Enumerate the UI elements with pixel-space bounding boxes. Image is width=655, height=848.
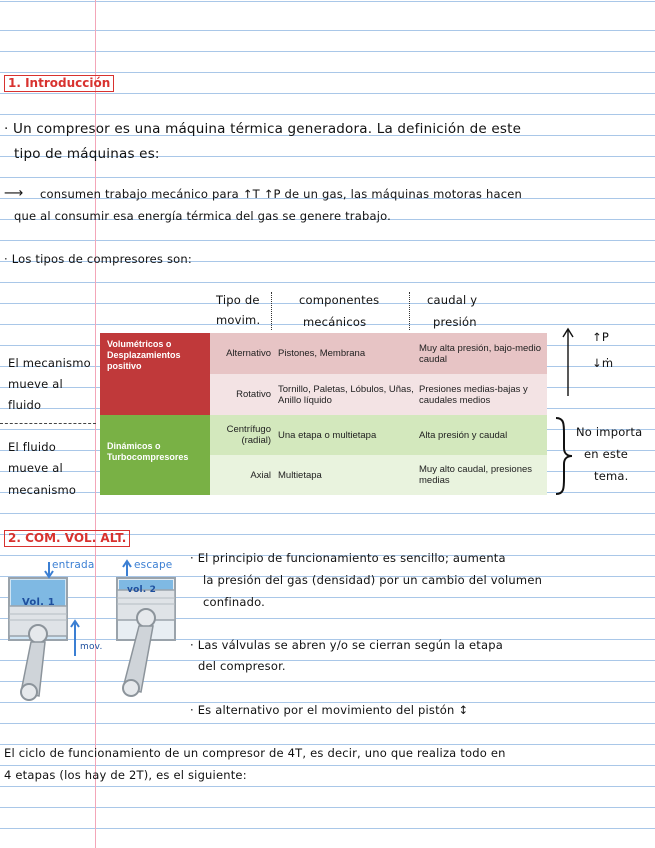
header-divider	[271, 292, 272, 330]
cell-comp: Multietapa	[275, 455, 415, 495]
table-row	[100, 333, 547, 374]
cell-comp: Una etapa o multietapa	[275, 415, 415, 455]
definition-line-2: que al consumir esa energía térmica del gas se genere trabajo.	[14, 209, 391, 223]
note-not-important-3: tema.	[594, 469, 629, 483]
header-divider	[409, 292, 410, 330]
section-2-heading: 2. COM. VOL. ALT.	[4, 530, 130, 547]
note-pressure-up: ↑P	[592, 330, 609, 344]
dashed-separator	[0, 423, 96, 424]
diagram-vol2: vol. 2	[127, 585, 157, 595]
header-cau-2: presión	[433, 315, 477, 329]
alternative-line: · Es alternativo por el movimiento del pistón ↕	[190, 703, 469, 717]
compressor-types-table	[100, 333, 547, 495]
note-not-important-2: en este	[584, 447, 629, 461]
category-volumetric: Volumétricos o Desplazamientos positivo	[100, 333, 210, 415]
types-line: · Los tipos de compresores son:	[4, 252, 192, 266]
cell-tipo: Centrífugo (radial)	[210, 415, 275, 455]
valves-line-1: · Las válvulas se abren y/o se cierran según la etapa	[190, 638, 504, 652]
diagram-escape: escape	[134, 559, 173, 571]
header-tipo-2: movim.	[216, 313, 261, 327]
note-mechanism-1: El mecanismo	[8, 356, 91, 370]
cell-tipo: Axial	[210, 455, 275, 495]
note-not-important-1: No importa	[576, 425, 643, 439]
cell-cau: Alta presión y caudal	[415, 415, 547, 455]
vertical-arrow-icon	[560, 326, 580, 398]
cycle-line-2: 4 etapas (los hay de 2T), es el siguiente:	[4, 768, 247, 782]
diagram-vol1: Vol. 1	[22, 597, 55, 608]
note-fluid-2: mueve al	[8, 461, 63, 475]
cell-comp: Tornillo, Paletas, Lóbulos, Uñas, Anillo líquido	[275, 374, 415, 415]
principle-line-3: confinado.	[203, 595, 266, 609]
section-1-heading: 1. Introducción	[4, 75, 114, 92]
diagram-mov: mov.	[80, 642, 103, 652]
intro-line-2: tipo de máquinas es:	[14, 146, 160, 162]
intro-line-1: · Un compresor es una máquina térmica generadora. La definición de este	[4, 121, 522, 137]
definition-line-1: consumen trabajo mecánico para ↑T ↑P de un gas, las máquinas motoras hacen	[40, 187, 522, 201]
principle-line-2: la presión del gas (densidad) por un cambio del volumen	[203, 573, 543, 587]
cycle-line-1: El ciclo de funcionamiento de un compresor de 4T, es decir, uno que realiza todo en	[4, 746, 506, 760]
header-cau-1: caudal y	[427, 293, 478, 307]
piston-diagram-icon	[5, 556, 185, 706]
header-comp-1: componentes	[299, 293, 380, 307]
header-tipo-1: Tipo de	[216, 293, 260, 307]
category-dynamic: Dinámicos o Turbocompresores	[100, 415, 210, 495]
cell-cau: Muy alto caudal, presiones medias	[415, 455, 547, 495]
cell-comp: Pistones, Membrana	[275, 333, 415, 374]
note-mechanism-2: mueve al	[8, 377, 63, 391]
principle-line-1: · El principio de funcionamiento es sencillo; aumenta	[190, 551, 506, 565]
header-comp-2: mecánicos	[303, 315, 367, 329]
table-row	[100, 455, 547, 495]
cell-tipo: Alternativo	[210, 333, 275, 374]
arrow-icon: ⟶	[4, 185, 24, 201]
note-fluid-1: El fluido	[8, 440, 56, 454]
table-row	[100, 374, 547, 415]
note-mechanism-3: fluido	[8, 398, 42, 412]
table-row	[100, 415, 547, 455]
note-massflow-down: ↓ṁ	[592, 356, 614, 370]
cell-cau: Presiones medias-bajas y caudales medios	[415, 374, 547, 415]
note-fluid-3: mecanismo	[8, 483, 77, 497]
curly-brace-icon	[552, 416, 574, 496]
valves-line-2: del compresor.	[198, 659, 286, 673]
cell-cau: Muy alta presión, bajo-medio caudal	[415, 333, 547, 374]
diagram-entrada: entrada	[52, 559, 95, 571]
cell-tipo: Rotativo	[210, 374, 275, 415]
